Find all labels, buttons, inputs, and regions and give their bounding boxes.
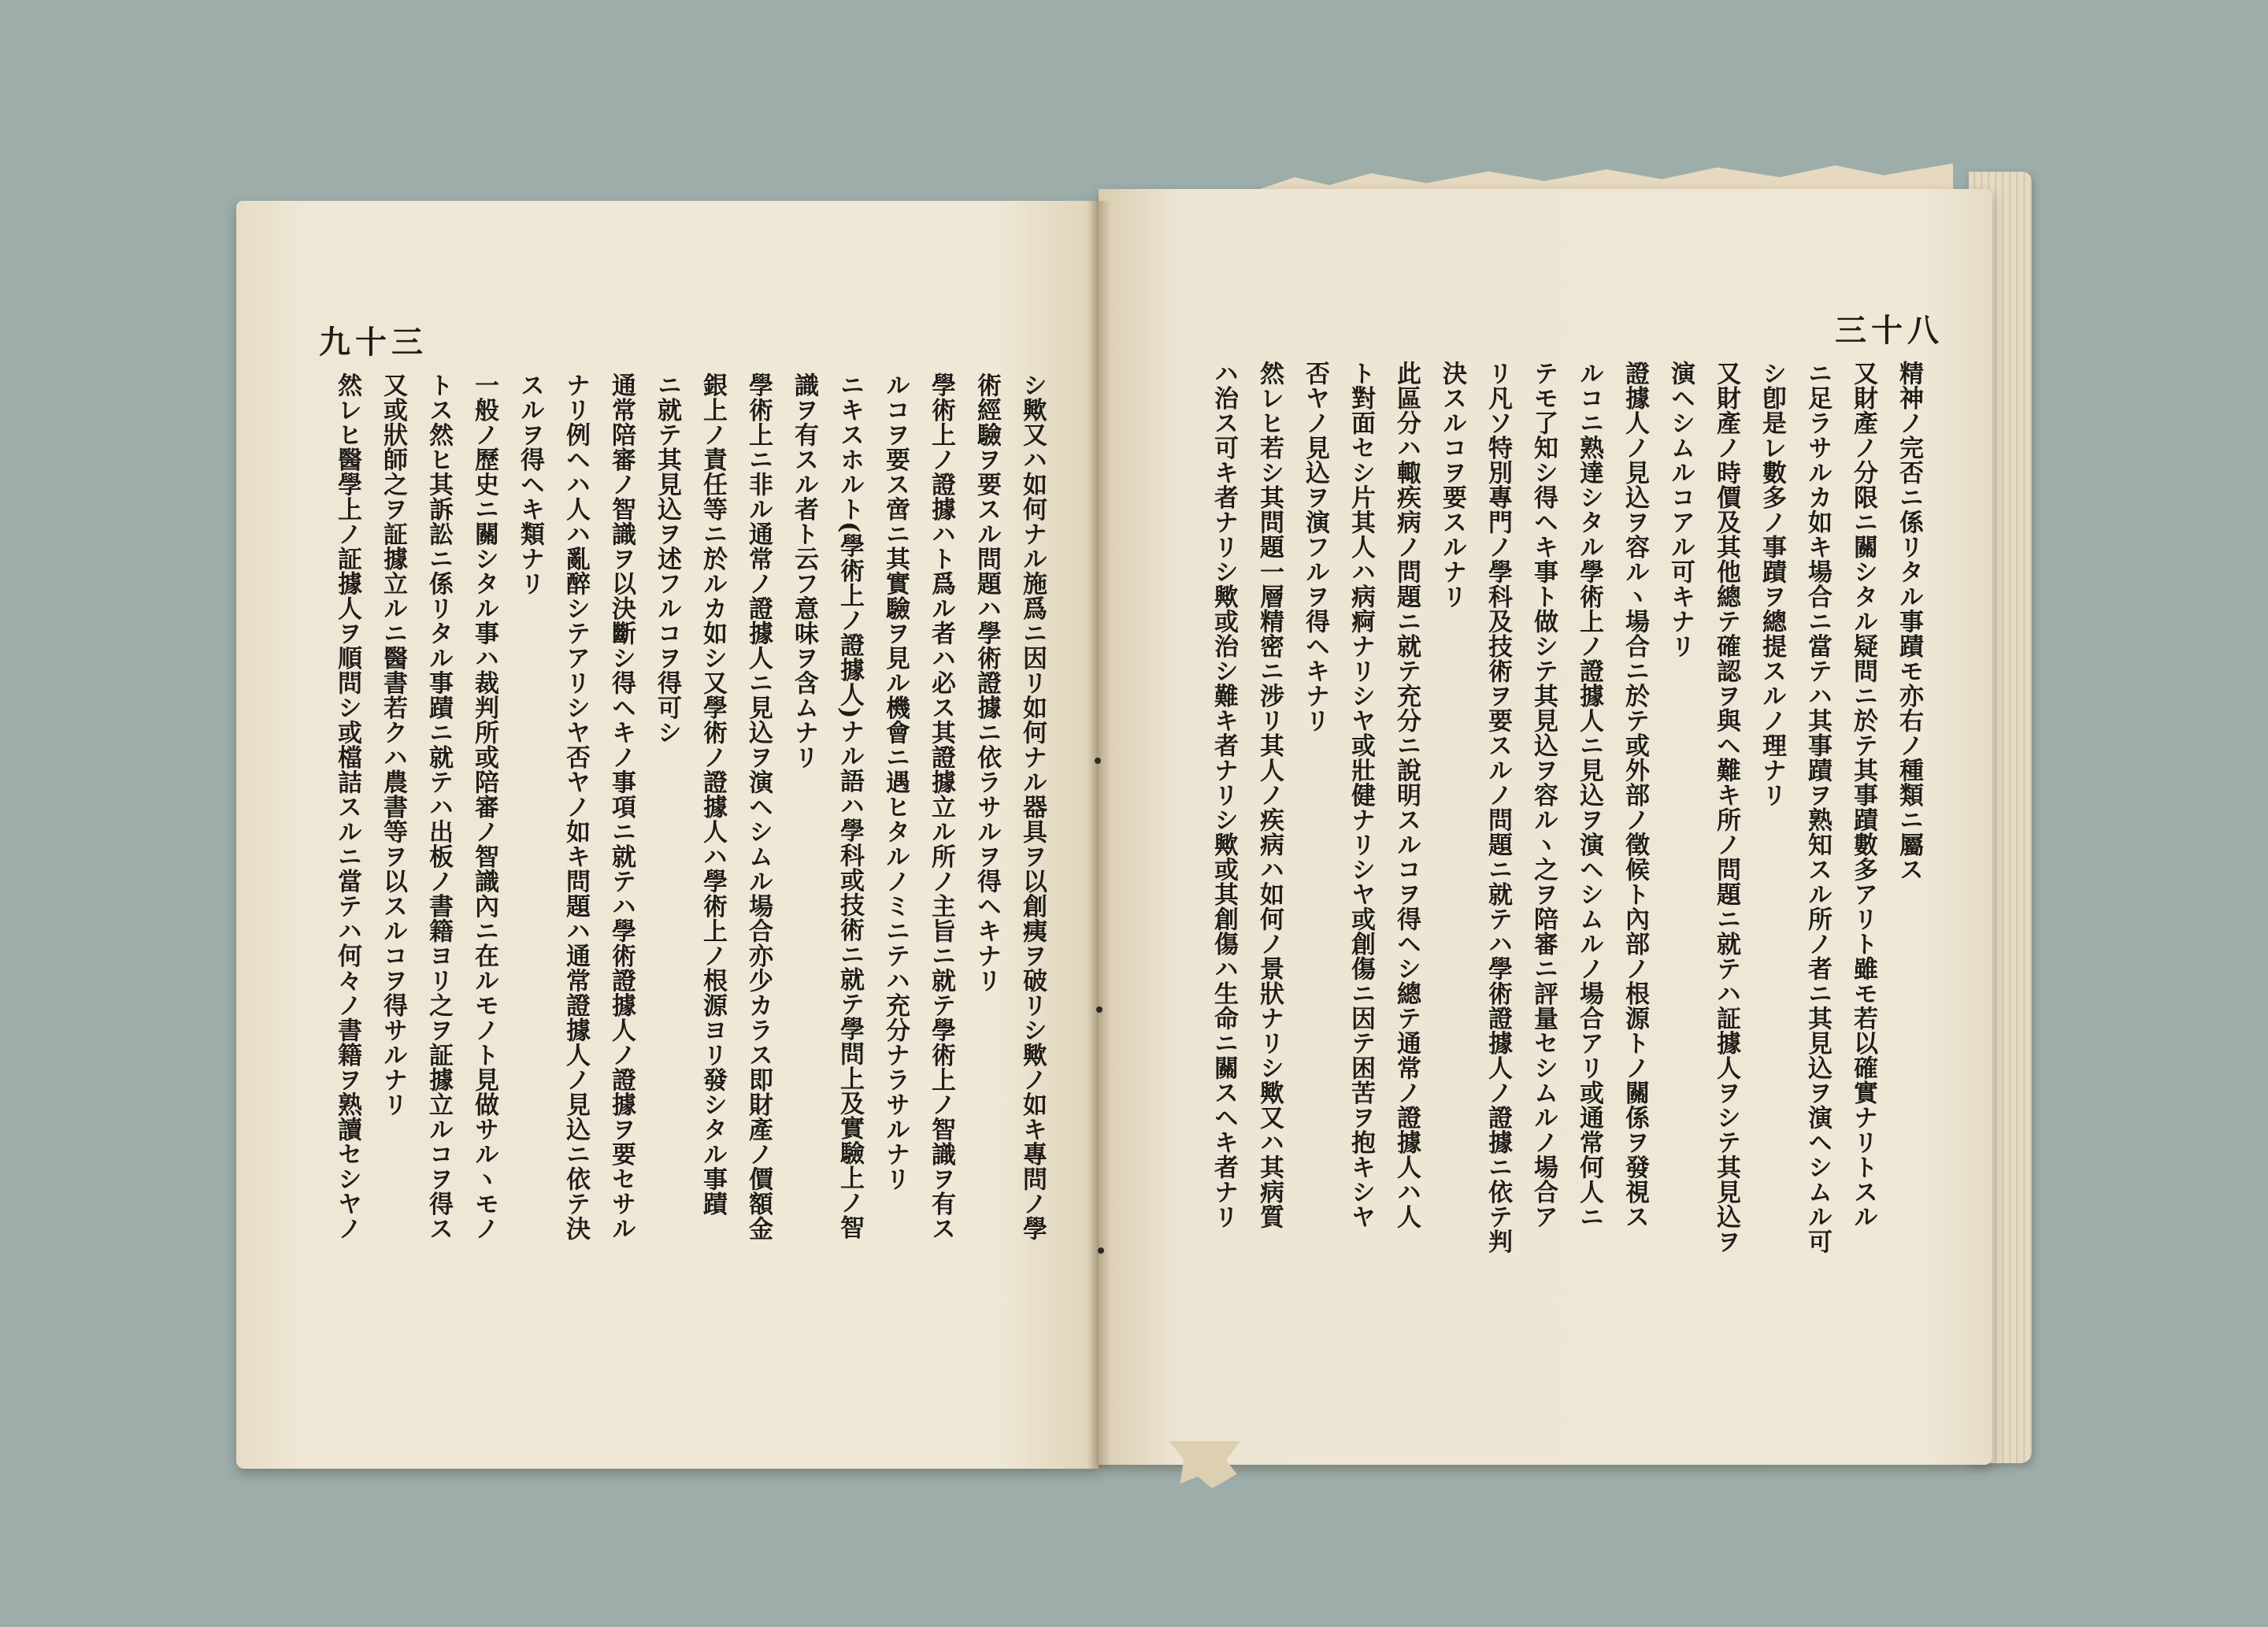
left-page — [236, 201, 1099, 1469]
text-line: スルヲ得ヘキ類ナリ — [516, 372, 544, 596]
text-line: 銀上ノ責任等ニ於ルカ如シ又學術ノ證據人ハ學術上ノ根源ヨリ發シタル事蹟 — [699, 372, 727, 1216]
right-page-text — [1144, 361, 1932, 1408]
book-gutter — [1087, 201, 1110, 1469]
binding-stitch-bottom — [1098, 1247, 1104, 1254]
text-line: ハ治ス可キ者ナリシ歟或治シ難キ者ナリシ歟或其創傷ハ生命ニ關スヘキ者ナリ — [1210, 361, 1238, 1229]
text-line: ルコニ熟達シタル學術上ノ證據人ニ見込ヲ演ヘシムルノ場合アリ或通常何人ニ — [1575, 361, 1603, 1229]
right-page-number: 三十八 — [1835, 312, 1944, 349]
text-line: ナリ例ヘハ人ハ亂醉シテアリシヤ否ヤノ如キ問題ハ通常證據人ノ見込ニ依テ決 — [561, 372, 590, 1241]
text-line: シ卽是レ數多ノ事蹟ヲ總提スルノ理ナリ — [1758, 361, 1786, 807]
text-line: 通常陪審ノ智識ヲ以決斷シ得ヘキノ事項ニ就テハ學術證據人ノ證據ヲ要セサル — [607, 372, 636, 1241]
text-line: 此區分ハ輙疾病ノ問題ニ就テ充分ニ說明スルコヲ得ヘシ總テ通常ノ證據人ハ人 — [1392, 361, 1421, 1229]
torn-page-edge-bottom — [1169, 1441, 1240, 1488]
text-line: 又財產ノ分限ニ關シタル疑問ニ於テ其事蹟數多アリト雖モ若以確實ナリトスル — [1849, 361, 1877, 1229]
text-line: テモ了知シ得ヘキ事ト做シテ其見込ヲ容ルヽ之ヲ陪審ニ評量セシムルノ場合ア — [1529, 361, 1558, 1229]
right-page — [1099, 189, 1992, 1465]
text-line: リ凡ソ特別專門ノ學科及技術ヲ要スルノ問題ニ就テハ學術證據人ノ證據ニ依テ判 — [1484, 361, 1512, 1254]
left-page-text — [311, 372, 1055, 1428]
text-line: ト對面セシ片其人ハ病痾ナリシヤ或壯健ナリシヤ或創傷ニ因テ困苦ヲ抱キシヤ — [1347, 361, 1375, 1229]
text-line: 否ヤノ見込ヲ演フルヲ得ヘキナリ — [1301, 361, 1329, 733]
text-line: 然レヒ若シ其問題一層精密ニ涉リ其人ノ疾病ハ如何ノ景狀ナリシ歟又ハ其病質 — [1255, 361, 1284, 1229]
text-line: ニ就テ其見込ヲ述フルコヲ得可シ — [653, 372, 681, 745]
text-line: 證據人ノ見込ヲ容ルヽ場合ニ於テ或外部ノ徵候ト內部ノ根源トノ關係ヲ發視ス — [1621, 361, 1649, 1229]
text-line: ニ足ラサルカ如キ場合ニ當テハ其事蹟ヲ熟知スル所ノ者ニ其見込ヲ演ヘシムル可 — [1803, 361, 1832, 1254]
text-line: ルコヲ要ス啻ニ其實驗ヲ見ル機會ニ遇ヒタルノミニテハ充分ナラサルナリ — [881, 372, 910, 1192]
text-line: 一般ノ歷史ニ關シタル事ハ裁判所或陪審ノ智識內ニ在ルモノト見做サルヽモノ — [470, 372, 498, 1241]
text-line: 又或狀師之ヲ証據立ルニ醫書若クハ農書等ヲ以スルコヲ得サルナリ — [379, 372, 407, 1117]
text-line: 術經驗ヲ要スル問題ハ學術證據ニ依ラサルヲ得ヘキナリ — [973, 372, 1001, 993]
text-line: 識ヲ有スル者ト云フ意味ヲ含ムナリ — [790, 372, 818, 769]
text-line: シ歟又ハ如何ナル施爲ニ因リ如何ナル器具ヲ以創痍ヲ破リシ歟ノ如キ專問ノ學 — [1018, 372, 1047, 1241]
left-page-number: 九十三 — [319, 324, 428, 361]
text-line: ニキスホルト(學術上ノ證據人)ナル語ハ學科或技術ニ就テ學問上及實驗上ノ智 — [836, 372, 864, 1240]
binding-stitch-top — [1095, 758, 1101, 764]
text-line: トス然ヒ其訴訟ニ係リタル事蹟ニ就テハ出板ノ書籍ヨリ之ヲ証據立ルコヲ得ス — [424, 372, 453, 1241]
text-line: 決スルコヲ要スルナリ — [1438, 361, 1466, 609]
binding-stitch-middle — [1096, 1006, 1102, 1013]
text-line: 精神ノ完否ニ係リタル事蹟モ亦右ノ種類ニ屬ス — [1895, 361, 1923, 882]
text-line: 然レヒ醫學上ノ証據人ヲ順問シ或檔詰スルニ當テハ何々ノ書籍ヲ熟讀セシヤノ — [333, 372, 361, 1241]
text-line: 又財產ノ時價及其他總テ確認ヲ與ヘ難キ所ノ問題ニ就テハ証據人ヲシテ其見込ヲ — [1712, 361, 1740, 1254]
text-line: 學術上ノ證據ハト爲ル者ハ必ス其證據立ル所ノ主旨ニ就テ學術上ノ智識ヲ有ス — [927, 372, 955, 1241]
text-line: 演ヘシムルコアル可キナリ — [1666, 361, 1695, 658]
text-line: 學術上ニ非ル通常ノ證據人ニ見込ヲ演ヘシムル場合亦少カラス即財產ノ價額金 — [744, 372, 773, 1241]
